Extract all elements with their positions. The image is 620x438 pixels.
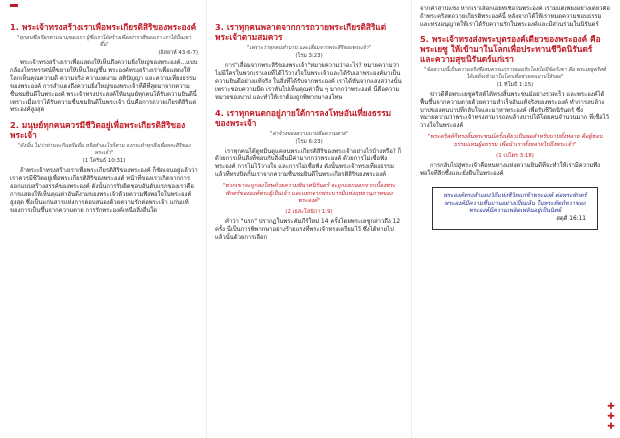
section-4-paragraph: เราทุกคนได้ดูหมิ่นดูแคลนพระเกียรติสิริของพระเจ้าอย่างไรบ้างหรือ? ก็ด้วยการเห็นสิ่งที่ชอบกับสิ่งอื่นมีค่ามากกว่าพระองค์ ด้วยการไม่เชื่อฟังพระองค์ การไม่ไว้วางใจ และการไม่เชื่อฟัง ดังนั้นพระเจ้าทรงเที่ยงธรรมแล้วที่ทรงปิดกั้นเราจากความชื่นชมยินดีในพระเกียรติสิริของพระองค์: [215, 148, 402, 179]
section-4-quote: "ค่าจ้างของความบาปคือความตาย": [269, 130, 349, 137]
section-5-quote: "ข้อความนี้เป็นความจริงซึ่งสมควรแก่การยอมรับโดยไม่มีข้อกังขา คือ พระเยซูคริสต์ได้เสด็จเข้ามาในโลกเพื่อช่วยคนบาปให้รอด": [424, 66, 606, 80]
continued-paragraph: จากคำสาปแช่ง หากเราเลือกเอยที่เชื่อในพระองค์ เรามีแต่เพียงอย่างเดียวคือ ถ้าพระคริสตถวายเกียรติพระองค์นี้ หลังจากได้ให้เราหมดความชอบธรรม และทรงอนุญาตให้เราได้รับความรักในพระองค์และมีส่วนร่วมในนิรันดร์: [420, 6, 610, 28]
section-1-quote: "ทุกคนซึ่งเรียกตามนามของเรา ผู้ซึ่งเราได้สร้างเพื่อสง่าราศีของเรา เราได้ปั้นเขาขึ้น": [16, 35, 192, 48]
psalm-quote-ref: สดุดี 16:11: [556, 216, 586, 223]
section-5-red-ref: (1 เปโตร 3:18): [496, 153, 534, 160]
section-4-red-ref: (2 เธสะโลนิกา 1:9): [285, 209, 333, 216]
column-2: [215, 22, 403, 432]
section-5-red-quote: "พระคริสต์ก็ทรงสิ้นพระชนม์ครั้งเดียวเป็นพอสำหรับบาปทั้งหลาย คือผู้ชอบธรรมแทนผู้อธรรม เพื่อนำเราทั้งหลายไปถึงพระเจ้า": [427, 134, 603, 148]
column-1: [10, 22, 198, 432]
section-1-paragraph: พระเจ้าทรงสร้างเราเพื่อแสดงให้เห็นถึงความยิ่งใหญ่ของพระองค์...แบบกล้องโทรทรรศน์ที่ขยายให้เห็นใหญ่ขึ้น พระองค์ทรงสร้างเราเพื่อแสดงให้โลกเห็นคุณความดี ความจริง ความงดงาม สติปัญญา และความเที่ยงธรรมของพระองค์ การสำแดงถึงความยิ่งใหญ่ของพระเจ้าที่ดีที่สุดมาจากความชื่นชมยินดีในพระองค์ พระเจ้าทรงประสงค์ให้มนุษย์ทุกคนได้รับความยินดีนี้ เพราะเมื่อเราได้รับความชื่นชมยินดีในพระเจ้า นั่นคือการถวายเกียรติสิริแด่พระองค์สูงสุด: [10, 60, 198, 114]
psalm-quote-text: พระองค์ทรงสำแดงวิถีแห่งชีวิตแก่ข้าพระองค์ ต่อพระพักตร์พระองค์มีความชื่นบานอย่างเปี่ยมล้น ในพระหัตถ์ขวาของพระองค์มีความเพลิดเพลินอยู่เป็นนิตย์: [443, 192, 587, 215]
section-5-paragraph: ข่าวดีคือพระเยซูคริสต์ได้ทรงสิ้นพระชนม์อย่างรวดเร็ว และพระองค์ได้ฟื้นขึ้นจากความตายด้วยความสำเร็จอันแท้จริงของพระองค์ ทำการลบล้างบาปของคนบาปที่กลับใจและมาหาพระองค์ เพื่อรับชีวิตนิรันดร์ ซึ่งหมายความว่าพระเจ้าทรงสามารถลบล้างบาปได้โดยคนจำนวนมาก ที่เชื่อไว้วางใจในพระองค์: [420, 91, 609, 130]
section-5-title: 5. พระเจ้าทรงส่งพระบุตรองค์เดียวของพระองค์ คือพระเยซู ให้เข้ามาในโลกเพื่อประทานชีวิตนิรันดร์ และความสุขนิรันดร์แก่เรา: [420, 33, 601, 64]
section-4-title: 4. เราทุกคนตกอยู่ภายใต้การลงโทษอันเที่ยงธรรมของพระเจ้า: [215, 107, 392, 128]
section-5-paragraph-2: การกลับไปสู่พระเจ้าคือหนทางแห่งความยินดีที่จะทำให้เรามีความพึงพอใจที่ลึกซึ้งและยั่งยืนในพระองค์: [420, 163, 601, 177]
section-1-ref: (อิสยาห์ 43:6-7): [158, 50, 198, 56]
cross-icon: ✚: [607, 422, 615, 432]
section-2-paragraph: ถ้าพระเจ้าทรงสร้างเราเพื่อพระเกียรติสิริของพระองค์ ก็ชัดเจนอยู่แล้วว่าเราควรมีชีวิตอยู่เพื่อพระเกียรติสิริของพระองค์ หน้าที่ของเราเกิดจากการออกแบบสร้างสรรค์ของพระองค์ ดังนั้นการรับผิดชอบอันดับแรกของเราคือ การแสดงให้เห็นคุณค่าอันดีงามของพระเจ้าด้วยความพึงพอใจในพระองค์สูงสุด ซึ่งเป็นแก่นสารแห่งการตอบสนองด้วยความรักต่อพระเจ้า แก่นแท้ของการเป็นขึ้นจากความตาย การรักพระองค์เหนือสิ่งอื่นใด: [10, 168, 198, 214]
section-3-quote: "เพราะว่าทุกคนทำบาป และเสื่อมจากพระสิริของพระเจ้า": [247, 45, 371, 51]
section-2-title: 2. มนุษย์ทุกคนควรมีชีวิตอยู่เพื่อพระเกียรติสิริของพระเจ้า: [10, 120, 186, 141]
accent-bar: [10, 4, 18, 7]
section-4-paragraph-2: คำว่า "นรก" ปรากฏในพระคัมภีร์ใหม่ 14 ครั้งโดยพระเยซูกล่าวถึง 12 ครั้ง นี่เป็นการพิพากษาอย่างร้ายแรงที่พระเจ้าทรงเตรียมไว้ ซึ่งได้หายไปแล้วนั้นด้วยการเลือก: [215, 219, 401, 242]
column-divider: [411, 0, 412, 438]
section-2-ref: (1 โครินธ์ 10:31): [82, 158, 126, 165]
column-divider: [206, 0, 207, 438]
cross-icon: ✚: [607, 412, 615, 422]
section-4-ref: (โรม 6:23): [295, 138, 323, 145]
cross-icon: ✚: [607, 402, 615, 412]
section-2-quote: "ดังนั้น ไม่ว่าท่านจะกินหรือดื่ม หรือทำอะไรก็ตาม จงกระทำทุกสิ่งเพื่อพระสิริของพระเจ้า": [17, 143, 191, 157]
section-3-title: 3. เราทุกคนพลาดจากการถวายพระเกียรติสิริแด่พระเจ้าตามสมควร: [215, 22, 387, 42]
section-5-ref: (1 ทิโมธี 1:15): [496, 81, 534, 88]
section-3-ref: (โรม 3:23): [295, 53, 323, 59]
section-1-title: 1. พระเจ้าทรงสร้างเราเพื่อพระเกียรติสิริของพระองค์: [10, 22, 197, 32]
psalm-quote-box: [432, 187, 598, 230]
section-3-paragraph: การ"เสื่อมจากพระสิริของพระเจ้า"หมายความว่าอะไร? หมายความว่า ไม่มีใครในพวกเราเลยที่ได้ไว้วางใจในพระเจ้าและได้รับเอาพระองค์มาเป็นความยินดีอย่างแท้จริง ในสิ่งที่ได้รับจากพระองค์ เราได้หันจากแสงสว่างนั้น เพราะชอบความมืด เราหันไปเห็นคุณค่าอื่น ๆ มากกว่าพระองค์ นี่คือความหมายของบาป และทำให้เราต้องถูกพิพากษาลงโทษ: [215, 63, 402, 101]
column-3: [420, 6, 610, 432]
cross-ornaments: [606, 402, 616, 432]
section-4-red-quote: "พวกเขาจะถูกลงโทษด้วยความพินาศนิรันดร์ จะถูกแยกออกจากเบื้องพระพักตร์ขององค์พระผู้เป็นเจ้า และแยกจากพระบารมีแห่งฤทธานุภาพของพระองค์": [222, 183, 396, 204]
